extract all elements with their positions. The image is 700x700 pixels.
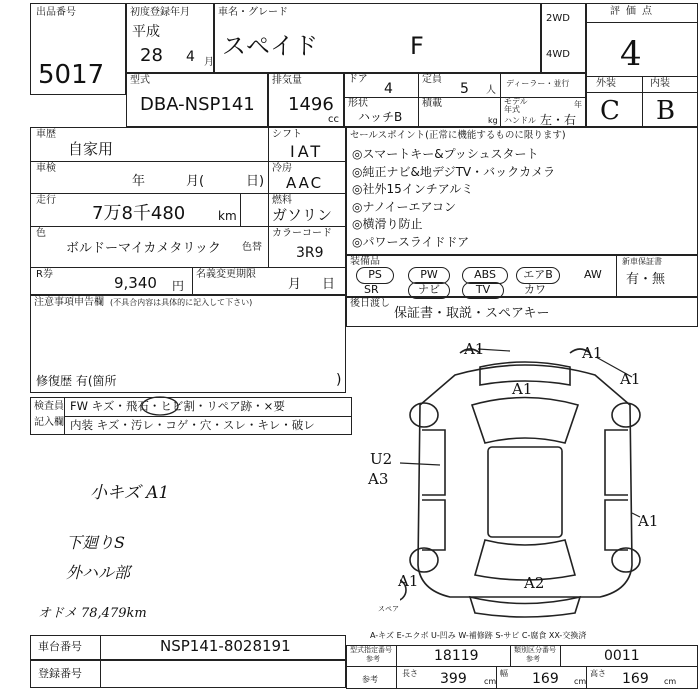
class-code-sub: 参考 [526, 655, 540, 663]
height-label: 高さ [590, 669, 606, 678]
displacement-label: 排気量 [272, 75, 302, 86]
model-value: DBA-NSP141 [140, 94, 255, 115]
damage-mark: A1 [582, 344, 603, 362]
load-unit: kg [488, 116, 498, 125]
inspection-label: 車検 [36, 163, 56, 174]
exterior-label: 外装 [596, 78, 616, 89]
name-change-month: 月 [288, 277, 302, 292]
interior-grade: B [656, 96, 676, 126]
recycle-label: R券 [36, 269, 53, 280]
ac-value: AAC [286, 174, 324, 192]
handwriting-note: 下廻りS [66, 533, 125, 552]
model-designation-sub: 参考 [366, 655, 380, 663]
width-label: 幅 [500, 669, 508, 678]
color-code: 3R9 [296, 245, 324, 261]
color-value: ボルドーマイカメタリック [66, 241, 221, 256]
displacement-unit: cc [328, 114, 339, 125]
handwriting-note: オドメ 78,479km [38, 606, 147, 621]
car-grade: F [410, 32, 424, 60]
evaluation-label: 評価点 [610, 6, 658, 17]
fuel-label: 燃料 [272, 195, 292, 206]
registration-month-unit: 月 [204, 57, 214, 68]
notes-sub: (不具合内容は具体的に記入して下さい) [110, 298, 253, 307]
color-change-label: 色替 [242, 242, 262, 253]
doors-label: ドア [348, 74, 368, 85]
equip-navi: ナビ [408, 282, 450, 299]
color-code-label: カラーコード [272, 228, 332, 239]
body-value: ハッチB [358, 110, 403, 124]
damage-mark: A1 [464, 340, 485, 358]
equip-abs: ABS [462, 267, 508, 284]
model-designation-value: 18119 [434, 648, 479, 664]
recycle-value: 9,340 [114, 274, 157, 292]
shift-value: IAT [290, 142, 324, 161]
inspector-label2: 記入欄 [34, 417, 64, 428]
manual-value: 有・無 [626, 272, 666, 287]
dims-label: 参考 [362, 675, 378, 684]
height-value: 169 [622, 671, 649, 687]
length-label: 長さ [402, 669, 418, 678]
drive-2wd: 2WD [546, 13, 570, 24]
exterior-grade: C [600, 96, 620, 126]
reg-label: 登録番号 [38, 667, 82, 680]
color-label: 色 [36, 228, 46, 239]
handwriting-u2: U2 [370, 450, 393, 468]
capacity-label: 定員 [422, 74, 442, 85]
length-value: 399 [440, 671, 467, 687]
equip-tv: TV [462, 282, 504, 299]
name-change-label: 名義変更期限 [196, 269, 256, 280]
shift-label: シフト [272, 129, 302, 140]
registration-year: 28 [140, 45, 163, 66]
height-unit: cm [664, 677, 677, 686]
inspection-month: 月( [186, 174, 205, 189]
inspection-day: 日) [246, 174, 265, 189]
equipment-label: 装備品 [350, 256, 380, 267]
selling-point: ◎純正ナビ&地デジTV・バックカメラ [352, 164, 556, 179]
inspector-row1: FW キズ・飛石・ヒビ割・リペア跡・×要 [70, 399, 285, 413]
length-unit: cm [484, 677, 497, 686]
handle-value: 左・右 [540, 113, 577, 127]
recycle-unit: 円 [172, 279, 185, 293]
evaluation-score: 4 [620, 34, 642, 74]
name-change-day: 日 [322, 277, 336, 292]
selling-point: ◎社外15インチアルミ [352, 182, 474, 196]
selling-points-label: セールスポイント(正常に機能するものに限ります) [350, 130, 566, 141]
load-label: 積載 [422, 98, 442, 109]
inspector-row2: 内装 キズ・汚レ・コゲ・穴・スレ・キレ・破レ [70, 418, 315, 432]
mileage-value: 7万8千480 [92, 203, 186, 224]
history-label: 車歴 [36, 129, 56, 140]
equip-airbag: エアB [516, 267, 560, 284]
selling-point: ◎スマートキー&プッシュスタート [352, 147, 539, 161]
model-year-label: モデル年式 [504, 97, 528, 114]
dealer-label: ディーラー・並行 [506, 79, 570, 88]
registration-label: 初度登録年月 [130, 7, 190, 18]
damage-mark: A1 [398, 572, 419, 590]
chassis-value: NSP141-8028191 [160, 637, 291, 655]
inspector-label1: 検査員 [34, 401, 64, 412]
doors-value: 4 [384, 81, 393, 97]
handle-label: ハンドル [504, 116, 536, 125]
model-label: 型式 [130, 75, 150, 86]
lot-number: 5017 [38, 60, 105, 90]
class-code-label: 類別区分番号 [514, 646, 556, 654]
mileage-unit: km [218, 209, 237, 223]
car-name: スペイド [222, 32, 318, 60]
accessories-label: 後日渡し [350, 298, 390, 309]
width-value: 169 [532, 671, 559, 687]
selling-point: ◎横滑り防止 [352, 217, 423, 231]
damage-mark: A1 [638, 512, 659, 530]
handwriting-note: 外ハル部 [66, 563, 131, 582]
repair-history: 修復歴 有(箇所 [36, 374, 117, 388]
history-value: 自家用 [68, 140, 114, 158]
equip-aw: AW [584, 268, 602, 281]
ac-label: 冷房 [272, 163, 292, 174]
equip-ps: PS [356, 267, 394, 284]
selling-point: ◎ナノイーエアコン [352, 199, 456, 214]
lot-label: 出品番号 [36, 7, 76, 18]
equip-leather: カワ [524, 283, 546, 296]
car-name-label: 車名・グレード [218, 7, 288, 18]
damage-mark: A1 [620, 370, 641, 388]
spare-label: スペア [378, 605, 399, 613]
manual-label: 新車保証書 [622, 257, 662, 266]
circle-mark [140, 394, 182, 418]
inspection-year: 年 [132, 174, 146, 189]
fuel-value: ガソリン [272, 206, 333, 224]
width-unit: cm [574, 677, 587, 686]
drive-4wd: 4WD [546, 49, 570, 60]
selling-point: ◎パワースライドドア [352, 234, 470, 249]
accessories-value: 保証書・取説・スペアキー [394, 306, 550, 321]
equip-sr: SR [364, 283, 379, 296]
capacity-unit: 人 [486, 85, 496, 96]
interior-label: 内装 [650, 78, 670, 89]
model-year-unit: 年 [574, 100, 582, 109]
displacement-value: 1496 [288, 94, 334, 115]
notes-label: 注意事項申告欄 [34, 297, 104, 308]
model-designation-label: 型式指定番号 [350, 646, 392, 654]
capacity-value: 5 [460, 81, 469, 97]
equip-pw: PW [408, 267, 450, 284]
selling-points-list [352, 148, 692, 253]
damage-mark: A1 [512, 380, 533, 398]
registration-month: 4 [186, 49, 195, 65]
mileage-label: 走行 [36, 195, 56, 206]
class-code-value: 0011 [604, 648, 640, 664]
handwriting-note: 小キズ A1 [90, 483, 170, 503]
damage-legend: A-キズ E-エクボ U-凹み W-補修跡 S-サビ C-腐食 XX-交換済 [370, 631, 587, 640]
chassis-label: 車台番号 [38, 640, 82, 653]
handwriting-a3: A3 [368, 470, 389, 488]
registration-era: 平成 [132, 24, 160, 40]
damage-mark: A2 [524, 574, 545, 592]
body-label: 形状 [348, 98, 368, 109]
